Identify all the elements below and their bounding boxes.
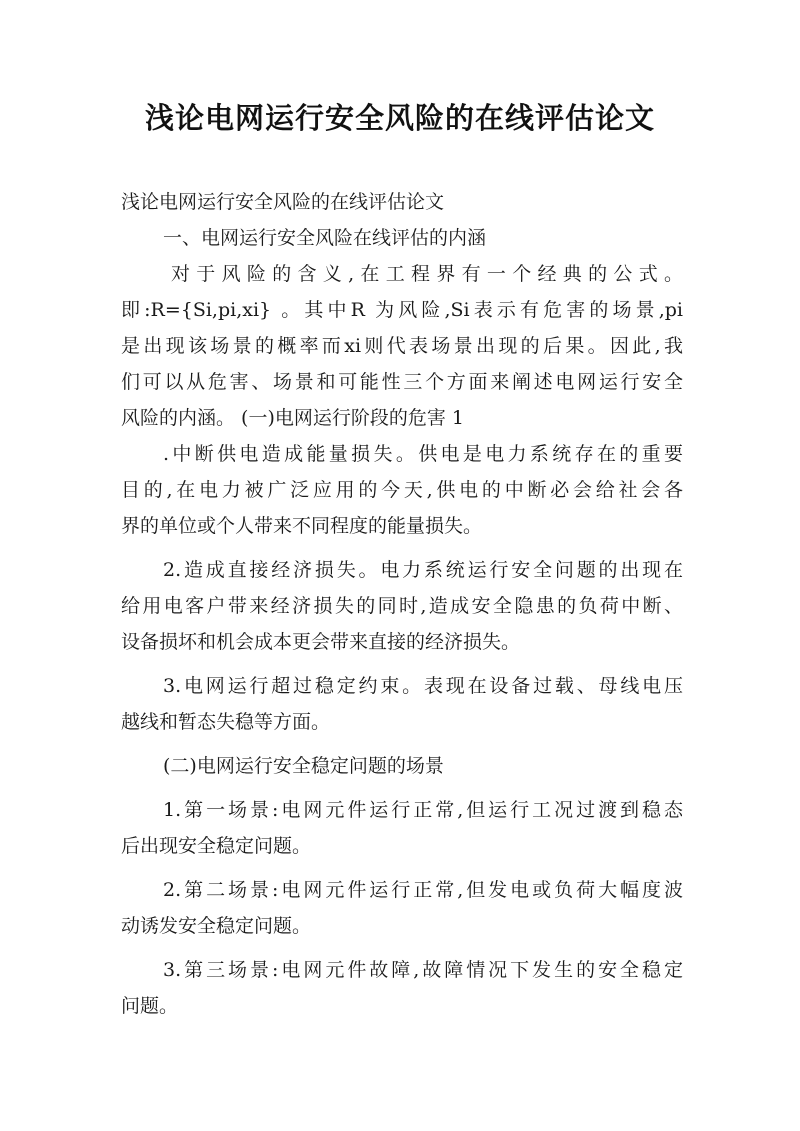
paragraph — [121, 668, 683, 740]
paragraph — [121, 256, 683, 436]
text-line: .中断供电造成能量损失。供电是电力系统存在的重要 — [163, 443, 683, 465]
text-line: (二)电网运行安全稳定问题的场景 — [163, 755, 444, 777]
text-line: 是出现该场景的概率而xi则代表场景出现的后果。因此,我 — [121, 335, 683, 357]
text-line: 问题。 — [121, 995, 179, 1017]
document-title: 浅论电网运行安全风险的在线评估论文 — [144, 101, 655, 135]
document-body — [121, 184, 683, 1024]
text-line: 给用电客户带来经济损失的同时,造成安全隐患的负荷中断、 — [121, 595, 683, 617]
text-line: 们可以从危害、场景和可能性三个方面来阐述电网运行安全 — [121, 371, 683, 393]
text-line: 1.第一场景:电网元件运行正常,但运行工况过渡到稳态 — [163, 799, 683, 821]
paragraph — [121, 436, 683, 544]
paragraph — [121, 552, 683, 660]
text-line: 风险的内涵。 (一)电网运行阶段的危害 1 — [121, 407, 464, 429]
text-line: 2.第二场景:电网元件运行正常,但发电或负荷大幅度波 — [163, 879, 683, 901]
paragraph — [121, 952, 683, 1024]
text-line: 一、电网运行安全风险在线评估的内涵 — [163, 227, 487, 249]
text-line: 2.造成直接经济损失。电力系统运行安全问题的出现在 — [163, 559, 683, 581]
text-line: 后出现安全稳定问题。 — [121, 835, 312, 857]
text-line: 目的,在电力被广泛应用的今天,供电的中断必会给社会各 — [121, 479, 683, 501]
section-heading — [121, 220, 683, 256]
text-line: 对于风险的含义,在工程界有一个经典的公式。 — [171, 263, 683, 285]
text-line: 动诱发安全稳定问题。 — [121, 915, 312, 937]
text-line: 浅论电网运行安全风险的在线评估论文 — [121, 191, 445, 213]
paragraph — [121, 184, 683, 220]
text-line: 界的单位或个人带来不同程度的能量损失。 — [121, 515, 483, 537]
text-line: 设备损坏和机会成本更会带来直接的经济损失。 — [121, 631, 521, 653]
section-heading — [121, 748, 683, 784]
paragraph — [121, 792, 683, 864]
text-line: 越线和暂态失稳等方面。 — [121, 711, 331, 733]
text-line: 3.第三场景:电网元件故障,故障情况下发生的安全稳定 — [163, 959, 683, 981]
text-line: 即:R={Si,pi,xi} 。其中R 为风险,Si表示有危害的场景,pi — [121, 299, 683, 321]
text-line: 3.电网运行超过稳定约束。表现在设备过载、母线电压 — [163, 675, 683, 697]
paragraph — [121, 872, 683, 944]
